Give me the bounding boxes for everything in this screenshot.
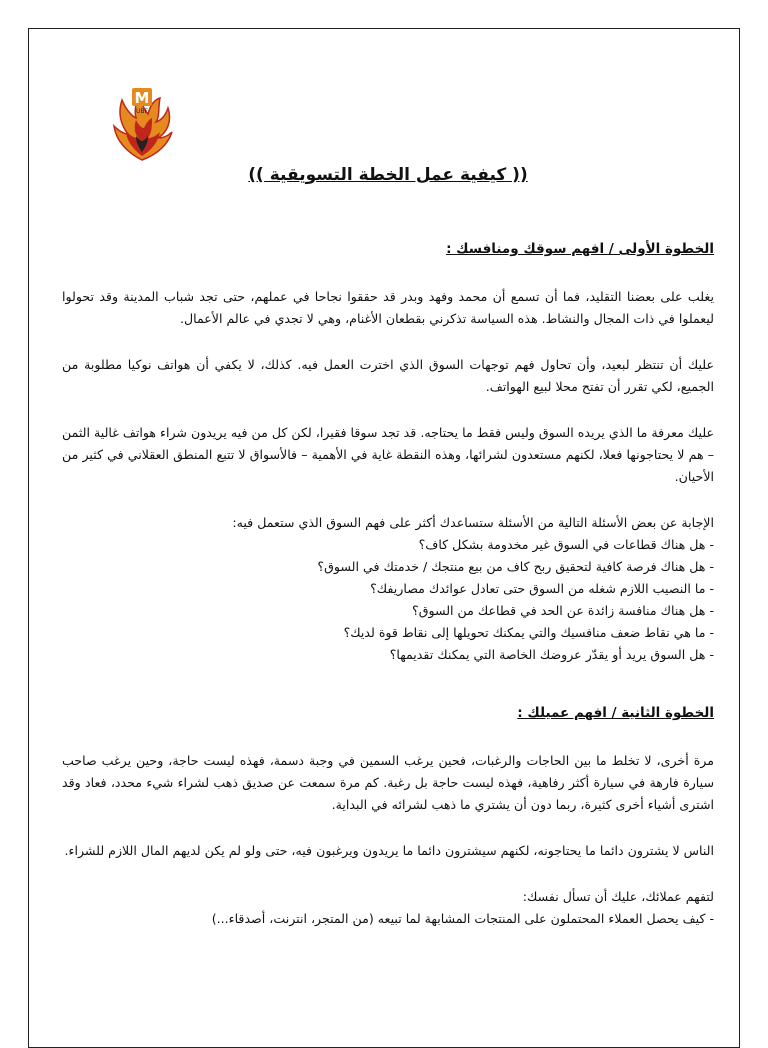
logo-subtext: UBF [136, 108, 148, 115]
list-item: - هل هناك فرصة كافية لتحقيق ربح كاف من بيع منتجك / خدمتك في السوق؟ [317, 559, 714, 574]
list-item: - هل هناك قطاعات في السوق غير مخدومة بشكل كاف؟ [418, 537, 714, 552]
step1-heading: الخطوة الأولى / افهم سوقك ومنافسك : [446, 241, 714, 257]
list-item: - هل هناك منافسة زائدة عن الحد في قطاعك من السوق؟ [412, 603, 714, 618]
step2-question-1: - كيف يحصل العملاء المحتملون على المنتجات المشابهة لما تبيعه (من المتجر، انترنت، أصدقاء...) [211, 911, 714, 926]
step1-questions-list [62, 534, 714, 666]
list-item: - ما هي نقاط ضعف منافسيك والتي يمكنك تحويلها إلى نقاط قوة لديك؟ [343, 625, 714, 640]
step2-paragraph-1: مرة أخرى، لا تخلط ما بين الحاجات والرغبات، فحين يرغب السمين في وجبة دسمة، فهذه ليست حاجة، وحين يرغب صاحب سيارة فارهة في سيارة أكثر رفاهية، فهذه ليست حاجة بل رغبة. كم مرة سمعت عن صديق ذهب لشراء شيء محدد، فعاد وقد اشترى أشياء أخرى كثيرة، ربما دون أن يشتري ما ذهب لشرائه في البداية. [62, 753, 714, 812]
logo-letter: M [134, 89, 150, 107]
step1-paragraph-3: عليك معرفة ما الذي يريده السوق وليس فقط ما يحتاجه. قد تجد سوقا فقيرا، لكن كل من فيه يريدون شراء هواتف غالية الثمن – هم لا يحتاجونها فعلا، لكنهم مستعدون لشرائها، وهذه النقطة غاية في الأهمية – فالأسواق لا تتبع المنطق العقلاني في كثير من الأحيان. [62, 425, 714, 484]
step1-paragraph-1: يغلب على بعضنا التقليد، فما أن تسمع أن محمد وفهد وبدر قد حققوا نجاحا في عملهم، حتى تجد شباب المدينة وقد تحولوا ليعملوا في ذات المجال والنشاط. هذه السياسة تذكرني بقطعان الأغنام، وهي لا تجدي في عالم الأعمال. [62, 289, 714, 326]
step2-paragraph-2: الناس لا يشترون دائما ما يحتاجونه، لكنهم سيشترون دائما ما يريدون ويرغبون فيه، حتى ولو لم يكن لديهم المال اللازم للشراء. [64, 843, 714, 858]
step1-questions-intro: الإجابة عن بعض الأسئلة التالية من الأسئلة ستساعدك أكثر على فهم السوق الذي ستعمل فيه: [232, 515, 714, 530]
list-item: - هل السوق يريد أو يقدّر عروضك الخاصة التي يمكنك تقديمها؟ [389, 647, 714, 662]
list-item: - ما النصيب اللازم شغله من السوق حتى تعادل عوائدك مصاريفك؟ [370, 581, 714, 596]
step1-paragraph-2: عليك أن تنتظر لبعيد، وأن تحاول فهم توجهات السوق الذي اخترت العمل فيه. كذلك، لا يكفي أن هواتف نوكيا مطلوبة من الجميع، لكي تقرر أن تفتح محلا لبيع الهواتف. [62, 357, 714, 394]
page-title: (( كيفية عمل الخطة التسويقية )) [248, 165, 528, 185]
step2-questions-intro: لتفهم عملائك، عليك أن تسأل نفسك: [522, 889, 714, 904]
step2-heading: الخطوة الثانية / افهم عميلك : [517, 705, 714, 721]
document-body [62, 150, 714, 954]
